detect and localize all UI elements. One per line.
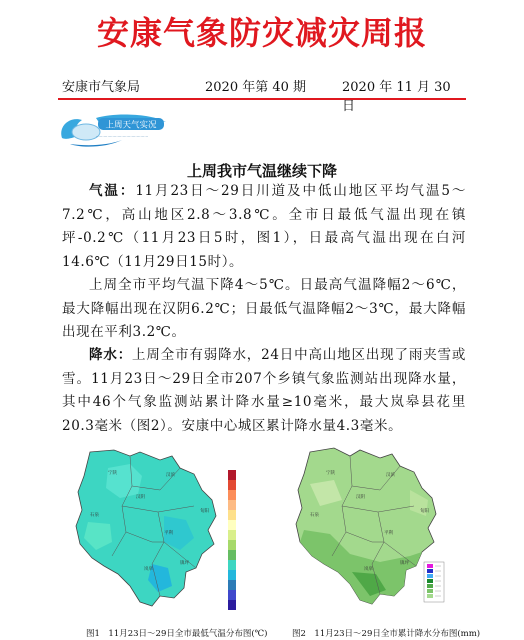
issue-number: 2020 年第 40 期 <box>205 80 307 95</box>
temperature-text: 11月23日～29日川道及中低山地区平均气温5～7.2℃，高山地区2.8～3.8℃。全市日最低气温出现在镇坪-0.2℃（11月23日5时，图1），日最高气温出现在白河14.6℃（11月29日15时）。 <box>62 183 466 270</box>
svg-text:平利: 平利 <box>164 531 173 536</box>
figure-1-caption: 图1 11月23日～29日全市最低气温分布图(℃) <box>86 629 268 639</box>
svg-text:石泉: 石泉 <box>90 513 99 518</box>
precipitation-lead: 降水： <box>89 347 133 363</box>
header-divider <box>58 98 466 100</box>
precipitation-map <box>290 444 460 616</box>
report-title: 安康气象防灾减灾周报 <box>96 14 427 52</box>
min-temperature-map <box>68 446 246 618</box>
svg-text:汉阴: 汉阴 <box>136 495 145 500</box>
logo-text: 上周天气实况 <box>105 120 157 131</box>
svg-text:汉阴: 汉阴 <box>356 495 365 500</box>
svg-text:镇坪: 镇坪 <box>400 561 409 566</box>
svg-text:宁陕: 宁陕 <box>326 471 335 476</box>
temperature-lead: 气温： <box>89 183 136 199</box>
svg-text:平利: 平利 <box>384 531 393 536</box>
issuer: 安康市气象局 <box>62 80 141 95</box>
issue-info <box>62 76 462 114</box>
svg-text:镇坪: 镇坪 <box>180 561 189 566</box>
paragraph-precipitation <box>62 344 466 438</box>
precipitation-legend <box>424 562 444 602</box>
article-heading: 上周我市气温继续下降 <box>186 162 337 180</box>
svg-text:岚皋: 岚皋 <box>144 567 153 572</box>
min-temperature-legend <box>228 470 236 610</box>
svg-text:岚皋: 岚皋 <box>364 567 373 572</box>
svg-text:汉滨: 汉滨 <box>386 473 395 478</box>
figure-2-caption: 图2 11月23日～29日全市累计降水分布图(mm) <box>292 629 481 639</box>
svg-text:······························: ········································· <box>96 134 149 139</box>
svg-text:汉滨: 汉滨 <box>166 473 175 478</box>
paragraph-temperature-change: 上周全市平均气温下降4～5℃。日最高气温降幅2～6℃，最大降幅出现在汉阴6.2℃；日最低气温降幅2～3℃，最大降幅出现在平利3.2℃。 <box>62 277 466 340</box>
svg-text:石泉: 石泉 <box>310 513 319 518</box>
section-logo <box>56 108 176 152</box>
precipitation-text: 上周全市有弱降水，24日中高山地区出现了雨夹雪或雪。11月23日～29日全市207个乡镇气象监测站出现降水量，其中46个气象监测站累计降水量≥10毫米，最大岚皋县花里20.3毫米（图2）。安康中心城区累计降水量4.3毫米。 <box>62 347 467 434</box>
svg-text:旬阳: 旬阳 <box>200 509 209 514</box>
svg-text:旬阳: 旬阳 <box>420 509 429 514</box>
issue-date: 2020 年 11 月 30 日 <box>342 80 451 114</box>
paragraph-temperature <box>62 180 466 274</box>
svg-text:宁陕: 宁陕 <box>108 471 117 476</box>
